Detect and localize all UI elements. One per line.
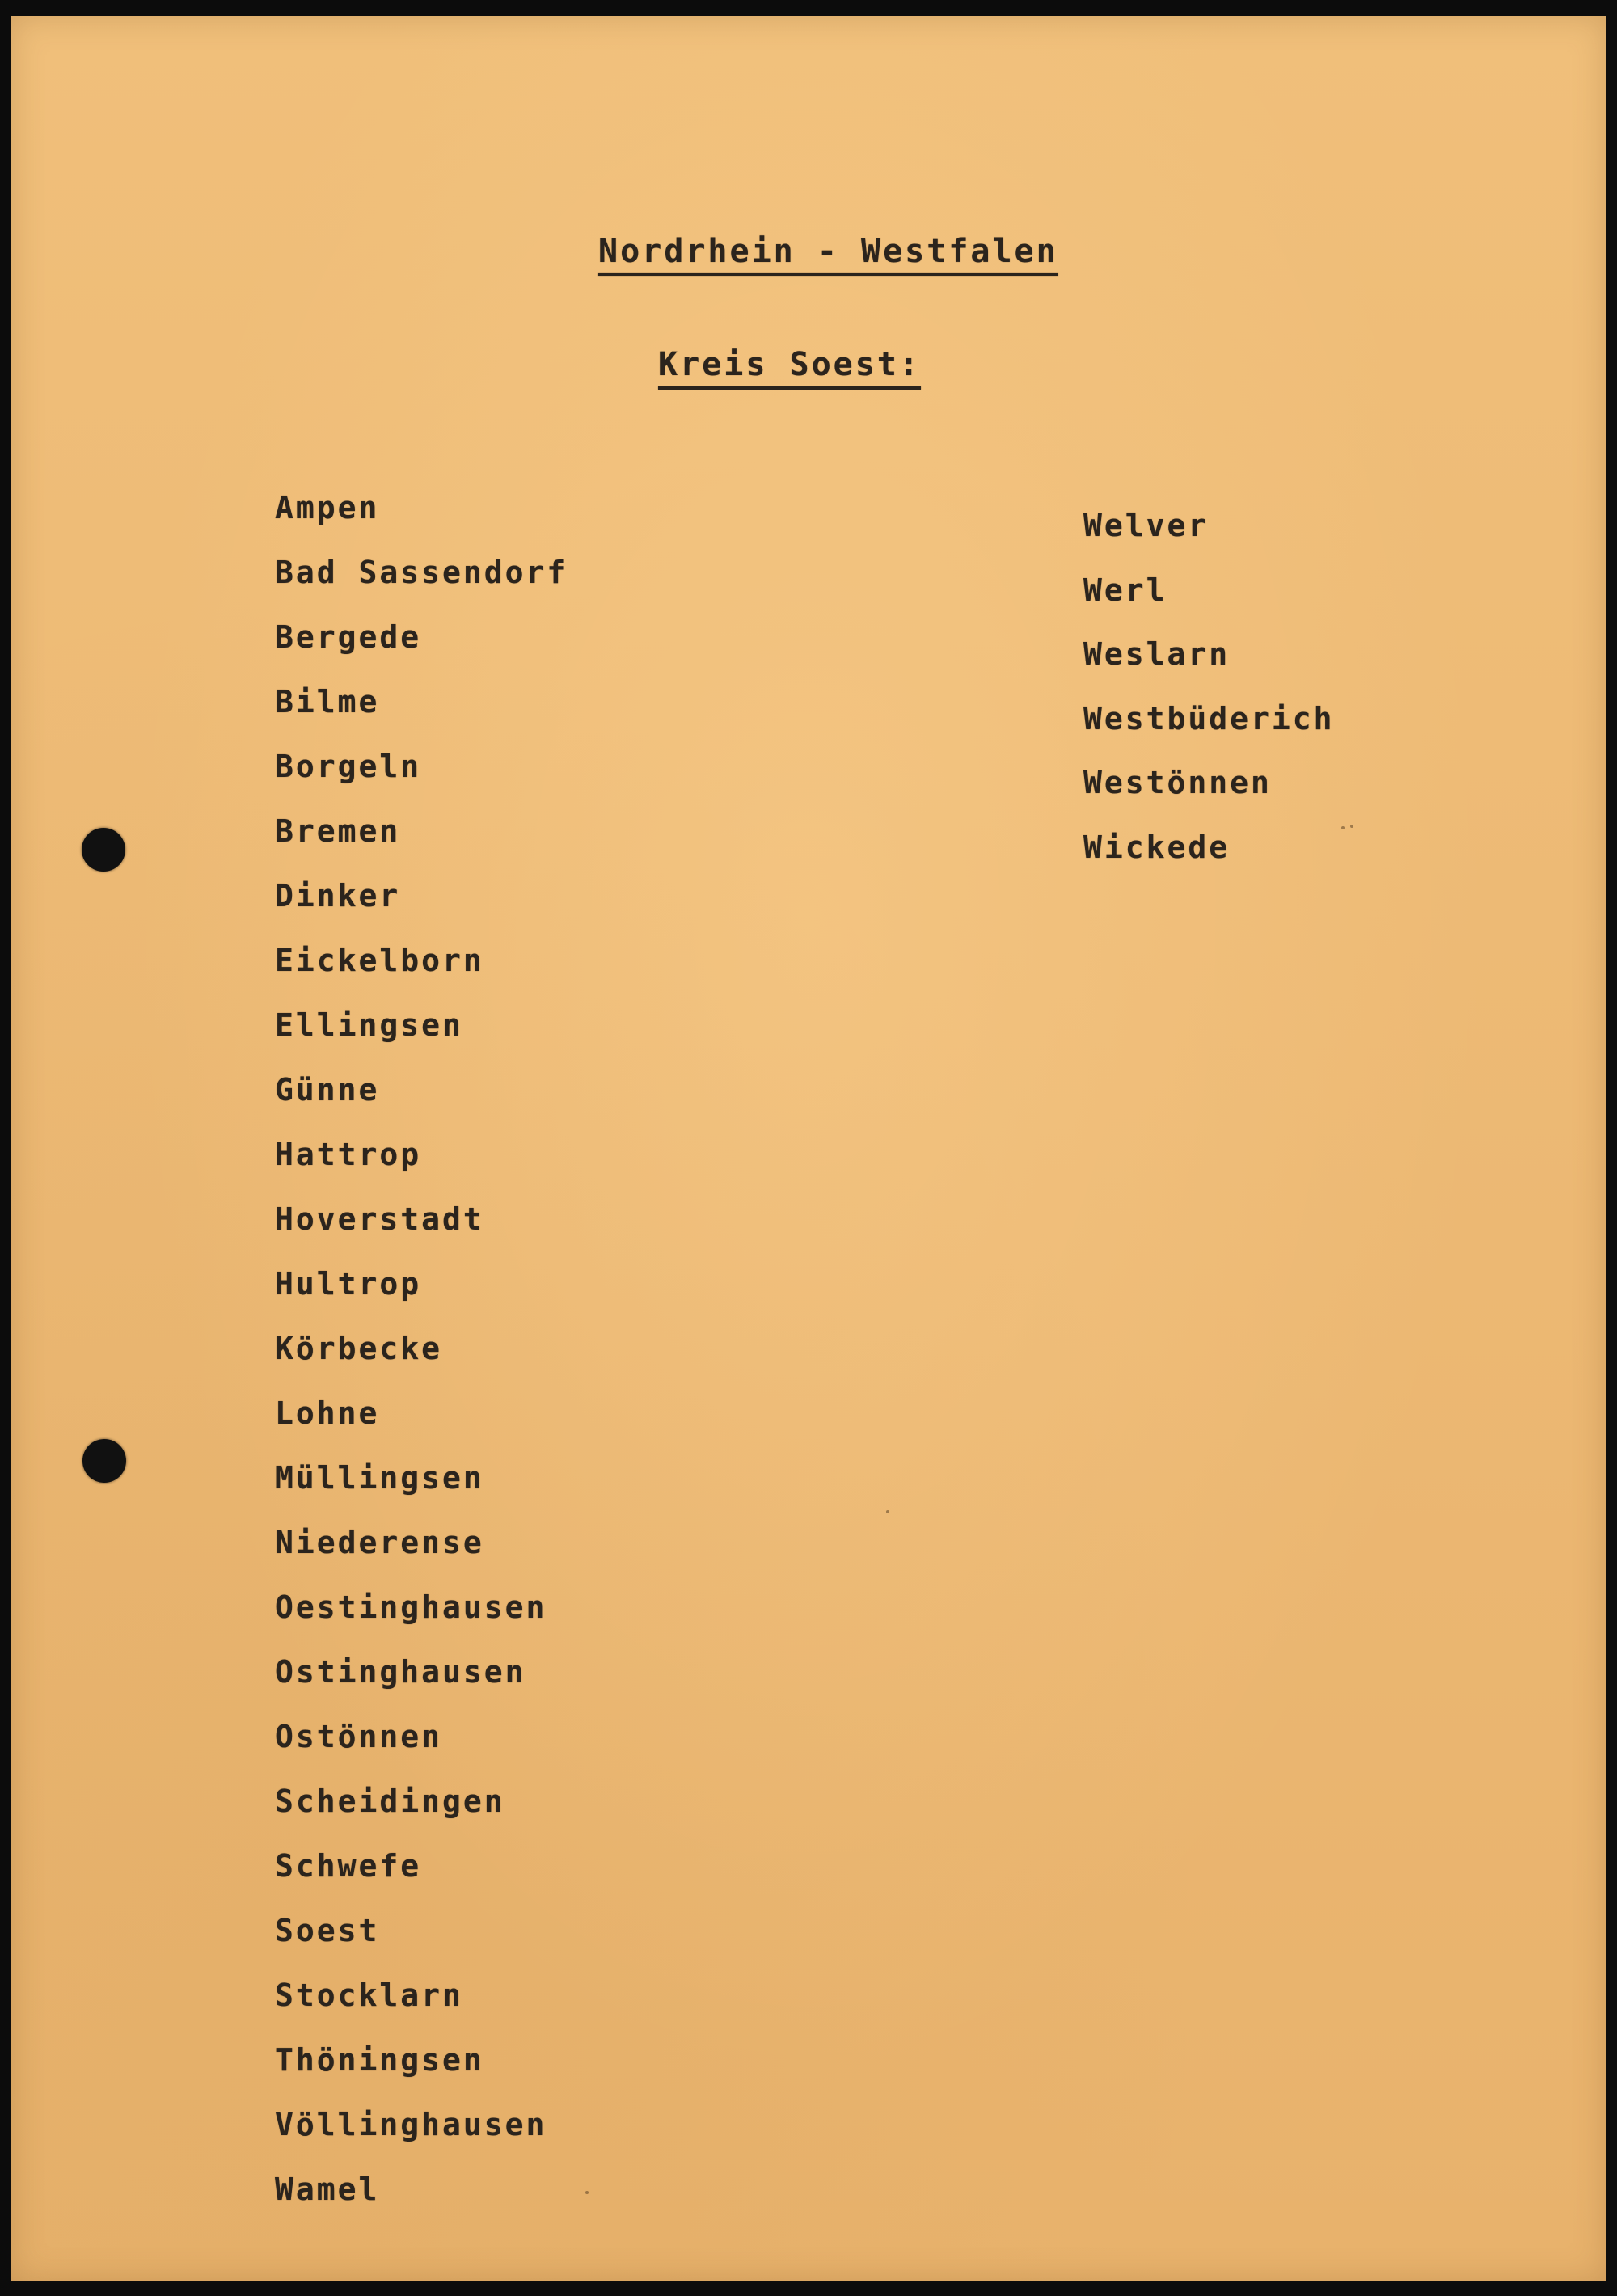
list-item: Lohne (275, 1395, 380, 1431)
document-title: Nordrhein - Westfalen (598, 233, 1058, 270)
list-item: Westönnen (1083, 765, 1272, 800)
list-item: Welver (1083, 508, 1210, 543)
list-item: Ostinghausen (275, 1654, 526, 1690)
list-item: Soest (275, 1913, 380, 1948)
list-item: Völlinghausen (275, 2107, 547, 2142)
list-item: Wickede (1083, 829, 1231, 865)
place-list-left (275, 487, 568, 2233)
list-item: Günne (275, 1072, 380, 1108)
list-item: Wamel (275, 2171, 380, 2207)
list-item: Dinker (275, 878, 401, 914)
list-item: Bad Sassendorf (275, 555, 568, 590)
list-item: Bergede (275, 619, 422, 655)
list-item: Bremen (275, 813, 401, 849)
list-item: Weslarn (1083, 636, 1231, 672)
list-item: Borgeln (275, 749, 422, 784)
list-item: Körbecke (275, 1331, 443, 1366)
list-item: Thöningsen (275, 2042, 484, 2078)
paper-speck (886, 1510, 889, 1513)
punch-hole (82, 1439, 126, 1483)
list-item: Hattrop (275, 1137, 422, 1172)
list-item: Ampen (275, 490, 380, 525)
paper-speck (585, 2191, 589, 2194)
paper-sheet (11, 16, 1606, 2281)
list-item: Oestinghausen (275, 1589, 547, 1625)
list-item: Eickelborn (275, 943, 484, 978)
list-item: Hultrop (275, 1266, 422, 1302)
list-item: Scheidingen (275, 1783, 505, 1819)
list-item: Stocklarn (275, 1977, 463, 2013)
list-item: Westbüderich (1083, 700, 1335, 736)
list-item: Ostönnen (275, 1719, 443, 1754)
list-item: Hoverstadt (275, 1201, 484, 1237)
list-item: Müllingsen (275, 1460, 484, 1496)
place-list-right (1083, 504, 1335, 890)
list-item: Bilme (275, 684, 380, 720)
list-item: Niederense (275, 1525, 484, 1560)
punch-hole (82, 828, 125, 872)
paper-speck (1350, 825, 1353, 828)
paper-speck (1341, 826, 1345, 829)
document-subtitle: Kreis Soest: (658, 346, 921, 383)
list-item: Schwefe (275, 1848, 422, 1884)
list-item: Ellingsen (275, 1007, 463, 1043)
list-item: Werl (1083, 572, 1167, 608)
